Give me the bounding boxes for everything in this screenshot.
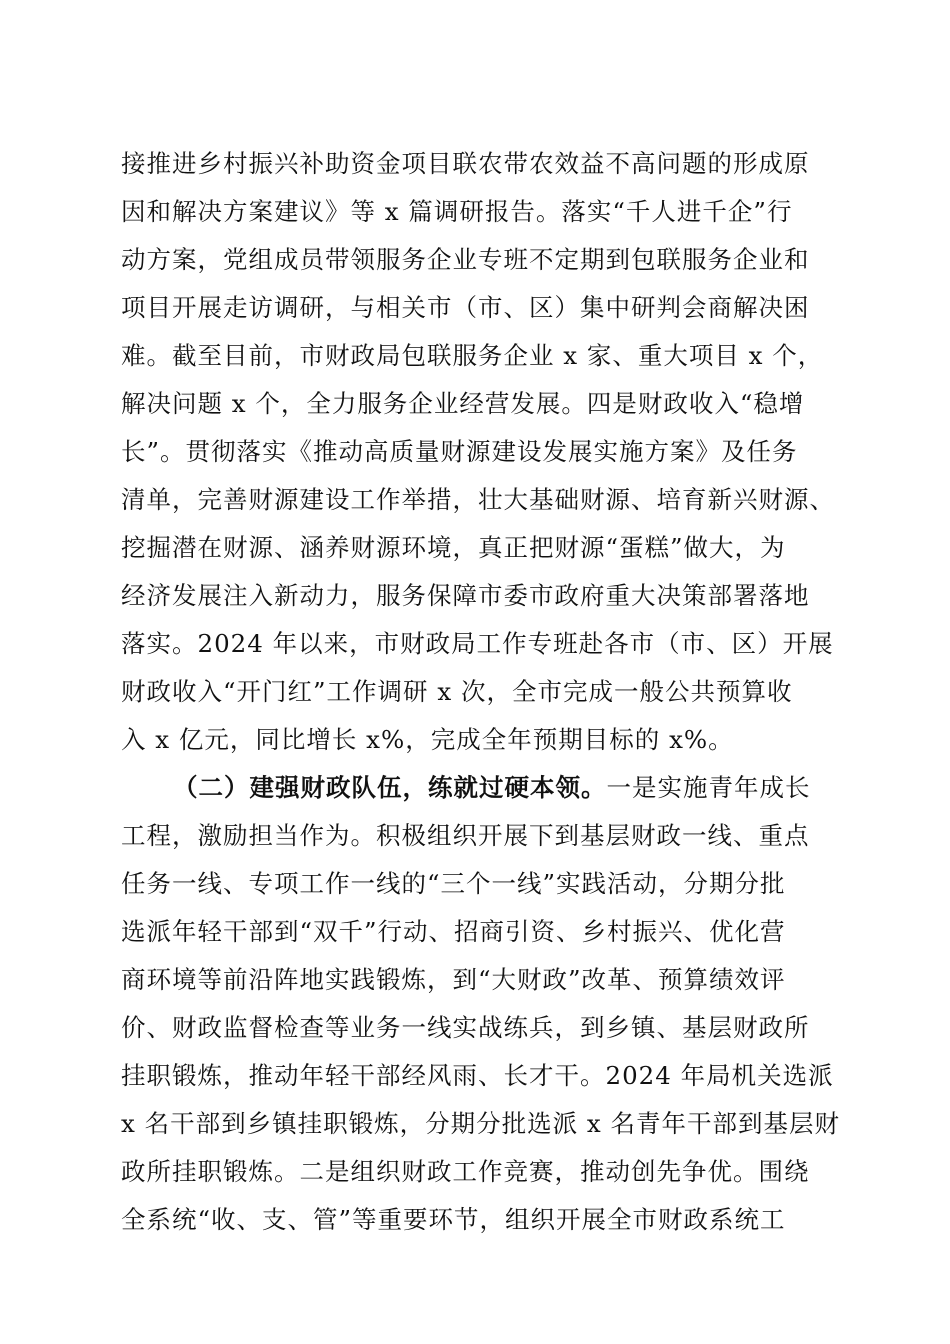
document-body — [121, 140, 840, 1244]
text-line: 选派年轻干部到“双千”行动、招商引资、乡村振兴、优化营 — [121, 917, 786, 946]
text-line: 全系统“收、支、管”等重要环节，组织开展全市财政系统工 — [121, 1205, 786, 1234]
text-line: 解决问题 x 个，全力服务企业经营发展。四是财政收入“稳增 — [121, 389, 805, 418]
text-line: 挖掘潜在财源、涵养财源环境，真正把财源“蛋糕”做大，为 — [121, 533, 786, 562]
text-line: 项目开展走访调研，与相关市（市、区）集中研判会商解决困 — [121, 293, 810, 322]
text-line: 长”。贯彻落实《推动高质量财源建设发展实施方案》及任务 — [121, 437, 798, 466]
text-line: 政所挂职锻炼。二是组织财政工作竞赛，推动创先争优。围绕 — [121, 1157, 810, 1186]
text-line: 财政收入“开门红”工作调研 x 次，全市完成一般公共预算收 — [121, 677, 793, 706]
text-line: 经济发展注入新动力，服务保障市委市政府重大决策部署落地 — [121, 581, 810, 610]
text-line: 动方案，党组成员带领服务企业专班不定期到包联服务企业和 — [121, 245, 810, 274]
text-line: 落实。2024 年以来，市财政局工作专班赴各市（市、区）开展 — [121, 629, 834, 658]
text-line: x 名干部到乡镇挂职锻炼，分期分批选派 x 名青年干部到基层财 — [121, 1109, 840, 1138]
text-line: 难。截至目前，市财政局包联服务企业 x 家、重大项目 x 个， — [121, 341, 824, 370]
section-heading-continuation: 一是实施青年成长 — [606, 773, 811, 802]
text-line: 工程，激励担当作为。积极组织开展下到基层财政一线、重点 — [121, 821, 810, 850]
text-line: 因和解决方案建议》等 x 篇调研报告。落实“千人进千企”行 — [121, 197, 793, 226]
text-line: 任务一线、专项工作一线的“三个一线”实践活动，分期分批 — [121, 869, 786, 898]
text-line: 清单，完善财源建设工作举措，壮大基础财源、培育新兴财源、 — [121, 485, 835, 514]
text-line: 挂职锻炼，推动年轻干部经风雨、长才干。2024 年局机关选派 — [121, 1061, 834, 1090]
text-line: 商环境等前沿阵地实践锻炼，到“大财政”改革、预算绩效评 — [121, 965, 786, 994]
text-line: 价、财政监督检查等业务一线实战练兵，到乡镇、基层财政所 — [121, 1013, 810, 1042]
text-line: 入 x 亿元，同比增长 x%，完成全年预期目标的 x%。 — [121, 725, 734, 754]
section-heading: （二）建强财政队伍，练就过硬本领。 — [173, 773, 607, 802]
text-line: 接推进乡村振兴补助资金项目联农带农效益不高问题的形成原 — [121, 149, 810, 178]
section-heading-line — [121, 764, 831, 812]
